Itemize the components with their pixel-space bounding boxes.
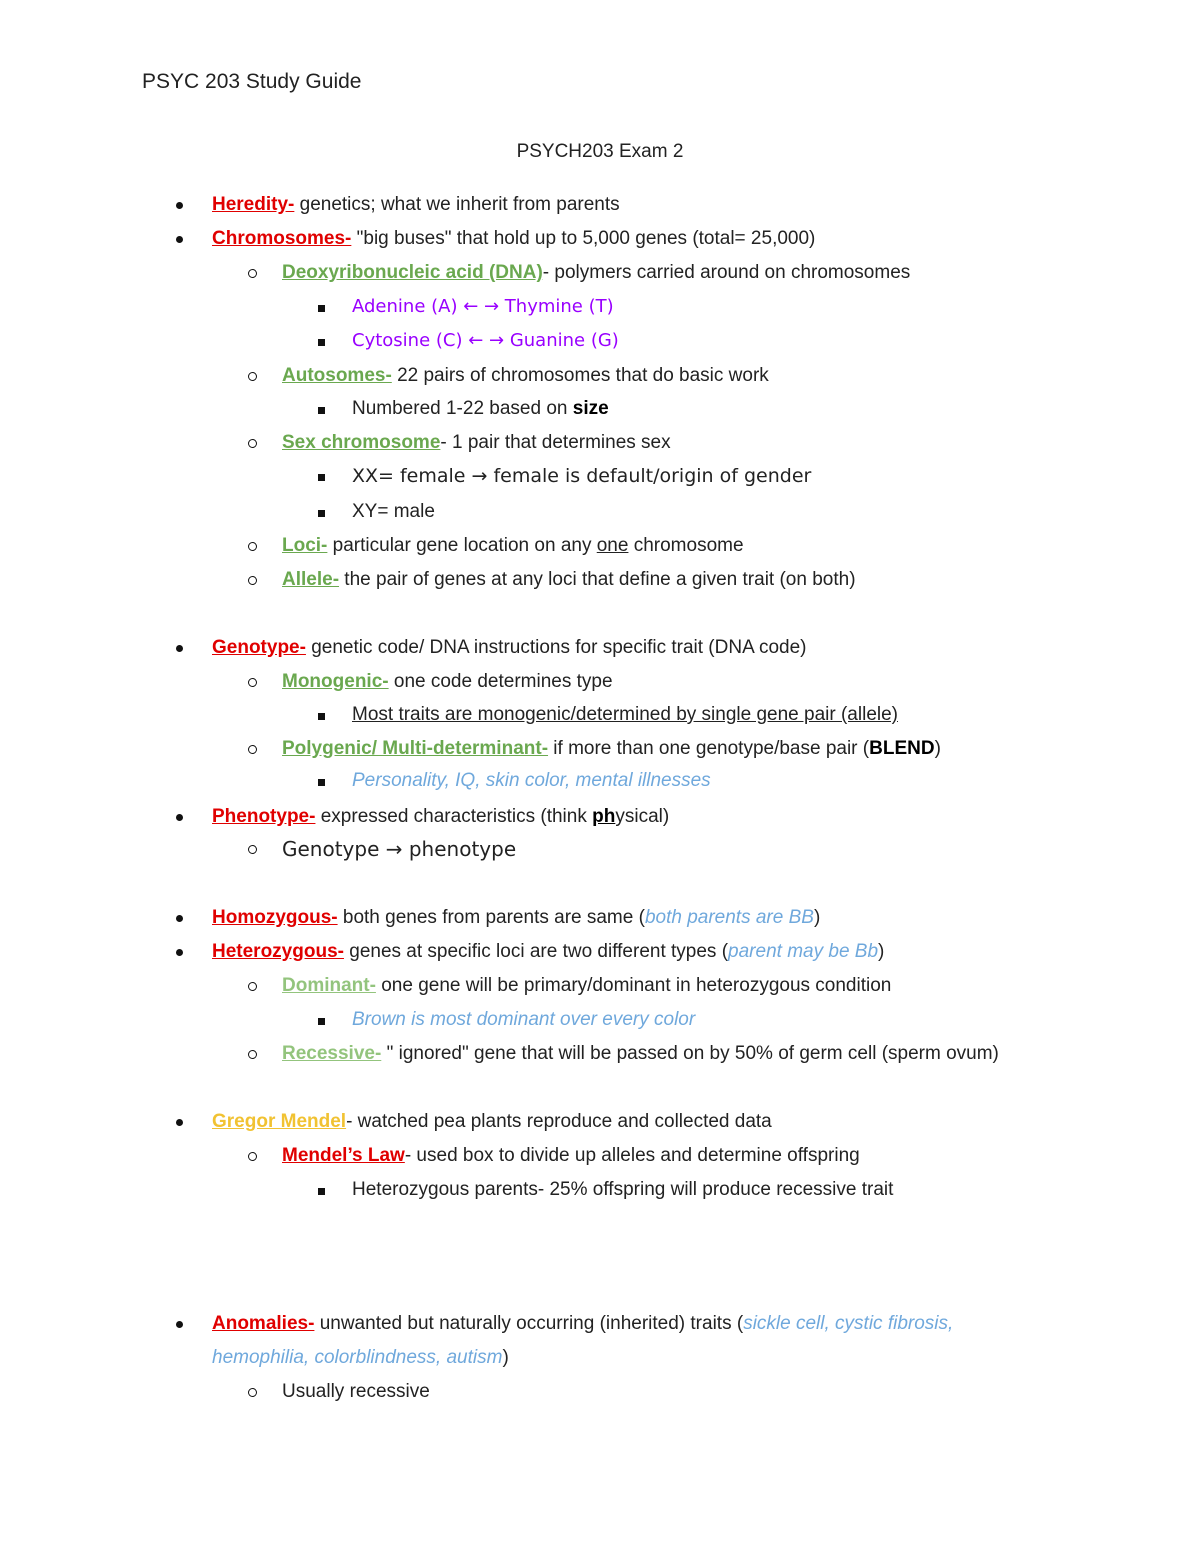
list-item-xx bbox=[352, 464, 811, 489]
xy-text: XY= male bbox=[352, 501, 435, 522]
term-dominant: Dominant- bbox=[282, 975, 376, 996]
term-chromosomes: Chromosomes- bbox=[212, 228, 352, 249]
term-phenotype: Phenotype- bbox=[212, 806, 316, 827]
definition-anomalies-italic-2: hemophilia, colorblindness, autism bbox=[212, 1347, 503, 1368]
list-item-mendel bbox=[212, 1110, 772, 1134]
definition-sex-chromosome: - 1 pair that determines sex bbox=[440, 432, 671, 453]
definition-heterozygous-2: ) bbox=[878, 941, 885, 962]
bullet-square bbox=[318, 1188, 325, 1195]
term-homozygous: Homozygous- bbox=[212, 907, 338, 928]
definition-chromosomes: "big buses" that hold up to 5,000 genes (total= 25,000) bbox=[351, 228, 816, 249]
list-item-monogenic bbox=[282, 670, 613, 694]
most-traits-text: Most traits are monogenic/determined by single gene pair (allele) bbox=[352, 704, 898, 725]
term-polygenic: Polygenic/ Multi-determinant- bbox=[282, 738, 549, 759]
bullet-circle bbox=[248, 439, 257, 448]
list-item-dna bbox=[282, 261, 910, 285]
brown-text: Brown is most dominant over every color bbox=[352, 1009, 696, 1030]
bullet-disc bbox=[176, 915, 183, 922]
bullet-square bbox=[318, 305, 325, 312]
list-item-anomalies bbox=[212, 1312, 953, 1336]
bullet-disc bbox=[176, 1119, 183, 1126]
list-item-most-traits bbox=[352, 703, 898, 727]
base-pair-cg: Cytosine (C) ← → Guanine (G) bbox=[352, 330, 619, 351]
definition-heredity: genetics; what we inherit from parents bbox=[294, 194, 620, 215]
definition-anomalies-1: unwanted but naturally occurring (inherited) traits ( bbox=[314, 1313, 744, 1334]
definition-genotype: genetic code/ DNA instructions for specific trait (DNA code) bbox=[305, 637, 807, 658]
term-loci: Loci- bbox=[282, 535, 328, 556]
list-item-geno-pheno bbox=[282, 837, 516, 863]
list-item-numbered bbox=[352, 397, 609, 421]
definition-anomalies-italic-1: sickle cell, cystic fibrosis, bbox=[743, 1313, 954, 1334]
bullet-disc bbox=[176, 949, 183, 956]
list-item-base-pair-at bbox=[352, 295, 614, 319]
list-item-sex-chromosome bbox=[282, 431, 671, 455]
numbered-text: Numbered 1-22 based on bbox=[352, 398, 573, 419]
definition-heterozygous-italic: parent may be Bb bbox=[728, 941, 879, 962]
bullet-circle bbox=[248, 269, 257, 278]
list-item-polygenic bbox=[282, 737, 941, 761]
definition-homozygous-2: ) bbox=[813, 907, 821, 928]
definition-loci-underline: one bbox=[596, 535, 629, 556]
bullet-circle bbox=[248, 1050, 257, 1059]
bullet-square bbox=[318, 713, 325, 720]
definition-mendels-law: - used box to divide up alleles and determine offspring bbox=[404, 1145, 860, 1166]
term-autosomes: Autosomes- bbox=[282, 365, 392, 386]
list-item-heterozygous bbox=[212, 940, 884, 964]
term-dna: Deoxyribonucleic acid (DNA) bbox=[282, 262, 543, 283]
list-item-homozygous bbox=[212, 906, 820, 930]
term-anomalies: Anomalies- bbox=[212, 1313, 315, 1334]
term-monogenic: Monogenic- bbox=[282, 671, 389, 692]
term-sex-chromosome: Sex chromosome bbox=[282, 432, 441, 453]
bullet-circle bbox=[248, 1152, 257, 1161]
bullet-circle bbox=[248, 745, 257, 754]
definition-anomalies-2: ) bbox=[502, 1347, 509, 1368]
personality-text: Personality, IQ, skin color, mental illnesses bbox=[352, 770, 711, 791]
list-item-personality bbox=[352, 769, 711, 793]
list-item-mendels-law bbox=[282, 1144, 860, 1168]
definition-autosomes: 22 pairs of chromosomes that do basic work bbox=[391, 365, 769, 386]
definition-phenotype-2: ysical) bbox=[615, 806, 670, 827]
definition-recessive: " ignored" gene that will be passed on by 50% of germ cell (sperm ovum) bbox=[381, 1043, 999, 1064]
page-header: PSYC 203 Study Guide bbox=[142, 70, 362, 93]
bullet-circle bbox=[248, 678, 257, 687]
list-item-xy bbox=[352, 500, 435, 524]
list-item-chromosomes bbox=[212, 227, 815, 251]
bullet-circle bbox=[248, 982, 257, 991]
bullet-circle bbox=[248, 576, 257, 585]
definition-monogenic: one code determines type bbox=[388, 671, 613, 692]
document-title: PSYCH203 Exam 2 bbox=[516, 141, 684, 162]
term-heredity: Heredity- bbox=[212, 194, 295, 215]
list-item-autosomes bbox=[282, 364, 769, 388]
list-item-loci bbox=[282, 534, 744, 558]
bullet-circle bbox=[248, 372, 257, 381]
usually-recessive-text: Usually recessive bbox=[282, 1381, 430, 1402]
xx-text: XX= female → female is default/origin of gender bbox=[352, 465, 812, 487]
bullet-disc bbox=[176, 236, 183, 243]
list-item-usually-recessive bbox=[282, 1380, 430, 1404]
definition-dominant: one gene will be primary/dominant in heterozygous condition bbox=[375, 975, 892, 996]
definition-heterozygous-1: genes at specific loci are two different types ( bbox=[343, 941, 729, 962]
definition-loci-1: particular gene location on any bbox=[327, 535, 597, 556]
bullet-disc bbox=[176, 645, 183, 652]
definition-phenotype-1: expressed characteristics (think bbox=[315, 806, 593, 827]
list-item-dominant bbox=[282, 974, 891, 998]
term-mendel: Gregor Mendel bbox=[212, 1111, 347, 1132]
list-item-recessive bbox=[282, 1042, 999, 1066]
bullet-disc bbox=[176, 814, 183, 821]
bullet-disc bbox=[176, 202, 183, 209]
list-item-brown bbox=[352, 1008, 695, 1032]
numbered-bold: size bbox=[572, 398, 609, 419]
term-genotype: Genotype- bbox=[212, 637, 306, 658]
list-item-anomalies-continued bbox=[212, 1346, 509, 1370]
definition-mendel: - watched pea plants reproduce and collected data bbox=[346, 1111, 772, 1132]
definition-polygenic-1: if more than one genotype/base pair ( bbox=[548, 738, 870, 759]
term-heterozygous: Heterozygous- bbox=[212, 941, 344, 962]
bullet-square bbox=[318, 474, 325, 481]
definition-polygenic-2: ) bbox=[934, 738, 941, 759]
definition-homozygous-italic: both parents are BB bbox=[644, 907, 814, 928]
bullet-circle bbox=[248, 845, 257, 854]
term-allele: Allele- bbox=[282, 569, 340, 590]
list-item-phenotype bbox=[212, 805, 669, 829]
list-item-base-pair-cg bbox=[352, 329, 619, 353]
bullet-square bbox=[318, 510, 325, 517]
bullet-circle bbox=[248, 542, 257, 551]
definition-homozygous-1: both genes from parents are same ( bbox=[337, 907, 645, 928]
list-item-hetero-parents bbox=[352, 1178, 893, 1202]
definition-dna: - polymers carried around on chromosomes bbox=[542, 262, 911, 283]
bullet-square bbox=[318, 339, 325, 346]
term-recessive: Recessive- bbox=[282, 1043, 382, 1064]
bullet-disc bbox=[176, 1321, 183, 1328]
definition-loci-2: chromosome bbox=[628, 535, 744, 556]
list-item-genotype bbox=[212, 636, 807, 660]
bullet-square bbox=[318, 1018, 325, 1025]
definition-allele: the pair of genes at any loci that define a given trait (on both) bbox=[339, 569, 856, 590]
hetero-parents-text: Heterozygous parents- 25% offspring will produce recessive trait bbox=[352, 1179, 894, 1200]
base-pair-at: Adenine (A) ← → Thymine (T) bbox=[352, 296, 614, 317]
term-mendels-law: Mendel’s Law bbox=[282, 1145, 405, 1166]
bullet-square bbox=[318, 779, 325, 786]
bullet-square bbox=[318, 407, 325, 414]
geno-pheno-text: Genotype → phenotype bbox=[282, 837, 517, 861]
list-item-heredity bbox=[212, 193, 620, 217]
definition-phenotype-bold: ph bbox=[592, 806, 616, 827]
definition-polygenic-bold: BLEND bbox=[869, 738, 935, 759]
list-item-allele bbox=[282, 568, 856, 592]
bullet-circle bbox=[248, 1388, 257, 1397]
